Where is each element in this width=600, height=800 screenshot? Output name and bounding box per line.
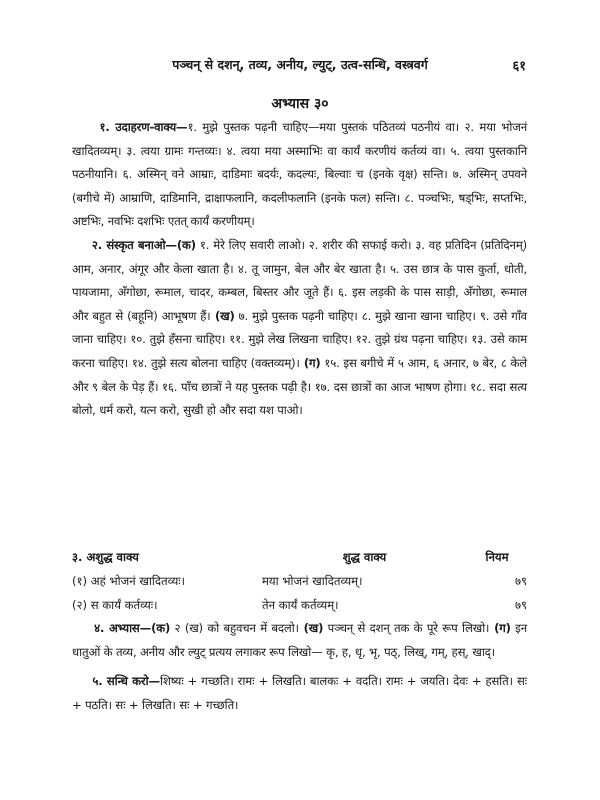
table-cell: (१) अहं भोजनं खादितव्यः। bbox=[72, 573, 186, 588]
paragraph-text: ७. मुझे पुस्तक पढ़नी चाहिए। ८. मुझे खाना खाना चाहिए। ९. उसे गाँव जाना चाहिए। १०. तुझे हँसना चाहिए। ११. मुझे लेख लिखना चाहिए। १२. तुझे ग्रंथ पढ़ना चाहिए। १३. उसे काम करना चाहिए। १४. तुझे सत्य बोलना चाहिए (वक्तव्यम्)। bbox=[72, 308, 527, 370]
column-header: शुद्ध वाक्य bbox=[342, 549, 387, 564]
part-label: (क) bbox=[151, 621, 171, 635]
paragraph-heading: ४. अभ्यास— bbox=[94, 621, 152, 635]
column-header: नियम bbox=[485, 549, 509, 564]
paragraph-text: १. मेरे लिए सवारी लाओ। २. शरीर की सफाई करो। ३. वह प्रतिदिन (प्रतिदिनम्) आम, अनार, अंगूर और केला खाता है। ४. तू जामुन, बेल और बेर खाता है। ५. उस छात्र के पास कुर्ता, धोती, पायजामा, अँगोछा, रूमाल, चादर, कम्बल, बिस्तर और जूते हैं। ६. इस लड़की के पास साड़ी, अँगोछा, रूमाल और बहुत से (बहूनि) आभूषण हैं। bbox=[72, 237, 527, 323]
exercise-tail bbox=[72, 617, 527, 717]
section-title: अभ्यास ३० bbox=[271, 96, 329, 112]
table-cell: मया भोजनं खादितव्यम्। bbox=[262, 573, 363, 588]
table-cell: (२) स कार्यं कर्तव्यः। bbox=[72, 597, 158, 612]
paragraph-text: २ (ख) को बहुवचन में बदलो। bbox=[170, 621, 299, 635]
part-label: (ग) bbox=[299, 355, 321, 370]
running-header: पञ्चन् से दशन्, तव्य, अनीय, ल्युट्, उत्व-सन्धि, वस्त्रवर्ग bbox=[172, 57, 428, 72]
example-sentences-paragraph bbox=[72, 116, 527, 234]
table-row bbox=[72, 593, 527, 617]
part-label: (ख) bbox=[210, 308, 235, 323]
table-cell: तेन कार्यं कर्तव्यम्। bbox=[262, 597, 339, 612]
table-cell: ७९ bbox=[514, 573, 527, 588]
part-label: (ग) bbox=[489, 621, 511, 635]
table-cell: ७९ bbox=[514, 597, 527, 612]
paragraph-heading: ५. सन्धि करो— bbox=[92, 674, 160, 689]
table-row bbox=[72, 569, 527, 593]
paragraph-text: शिष्यः + गच्छति। रामः + लिखति। बालकः + वदति। रामः + जयति। देवः + हसति। सः + पठति। सः + लिखति। सः + गच्छति। bbox=[72, 674, 527, 712]
paragraph-text: पञ्चन् से दशन् तक के पूरे रूप लिखो। bbox=[323, 621, 490, 635]
column-header: ३. अशुद्ध वाक्य bbox=[72, 549, 139, 564]
part-label: (ख) bbox=[298, 621, 324, 635]
paragraph-text: इन धातुओं के तव्य, अनीय और ल्युट् प्रत्यय लगाकर रूप लिखो— कृ, ह, धृ, भृ, पठ्, लिख्, गम्, हस्, खाद्। bbox=[72, 621, 527, 659]
part-label: (क) bbox=[176, 237, 196, 252]
paragraph-text: १५. इस बगीचे में ५ आम, ६ अनार, ७ बेर, ८ केले और ९ बेल के पेड़ हैं। १६. पाँच छात्रों ने यह पुस्तक पढ़ी है। १७. दस छात्रों का आज भाषण होगा। १८. सदा सत्य बोलो, धर्म करो, यत्न करो, सुखी हो और सदा यश पाओ। bbox=[72, 355, 527, 418]
table-header-row bbox=[72, 545, 527, 569]
paragraph-heading: १. उदाहरण-वाक्य— bbox=[99, 120, 188, 134]
translate-paragraph bbox=[72, 234, 527, 423]
sandhi-paragraph bbox=[72, 670, 527, 717]
page-number: ६१ bbox=[512, 59, 526, 74]
correction-table bbox=[72, 545, 527, 617]
paragraph-text: १. मुझे पुस्तक पढ़नी चाहिए—मया पुस्तकं पठितव्यं पठनीयं वा। २. मया भोजनं खादितव्यम्। ३. त्वया ग्रामः गन्तव्यः। ४. त्वया मया अस्माभिः वा कार्यं करणीयं कर्तव्यं वा। ५. त्वया पुस्तकानि पठनीयानि। ६. अस्मिन् वने आम्राः, दाडिमाः बदर्यः, कदल्यः, बिल्वाः च (इनके वृक्ष) सन्ति। ७. अस्मिन् उपवने (बगीचे में) आम्राणि, दाडिमानि, द्राक्षाफलानि, कदलीफलानि (इनके फल) सन्ति। ८. पञ्चभिः, षड्भिः, सप्तभिः, अष्टभिः, नवभिः दशभिः एतत् कार्यं करणीयम्। bbox=[72, 120, 527, 229]
paragraph-heading: २. संस्कृत बनाओ— bbox=[91, 237, 177, 252]
exercise-body bbox=[72, 116, 527, 423]
practice-paragraph bbox=[72, 617, 527, 664]
